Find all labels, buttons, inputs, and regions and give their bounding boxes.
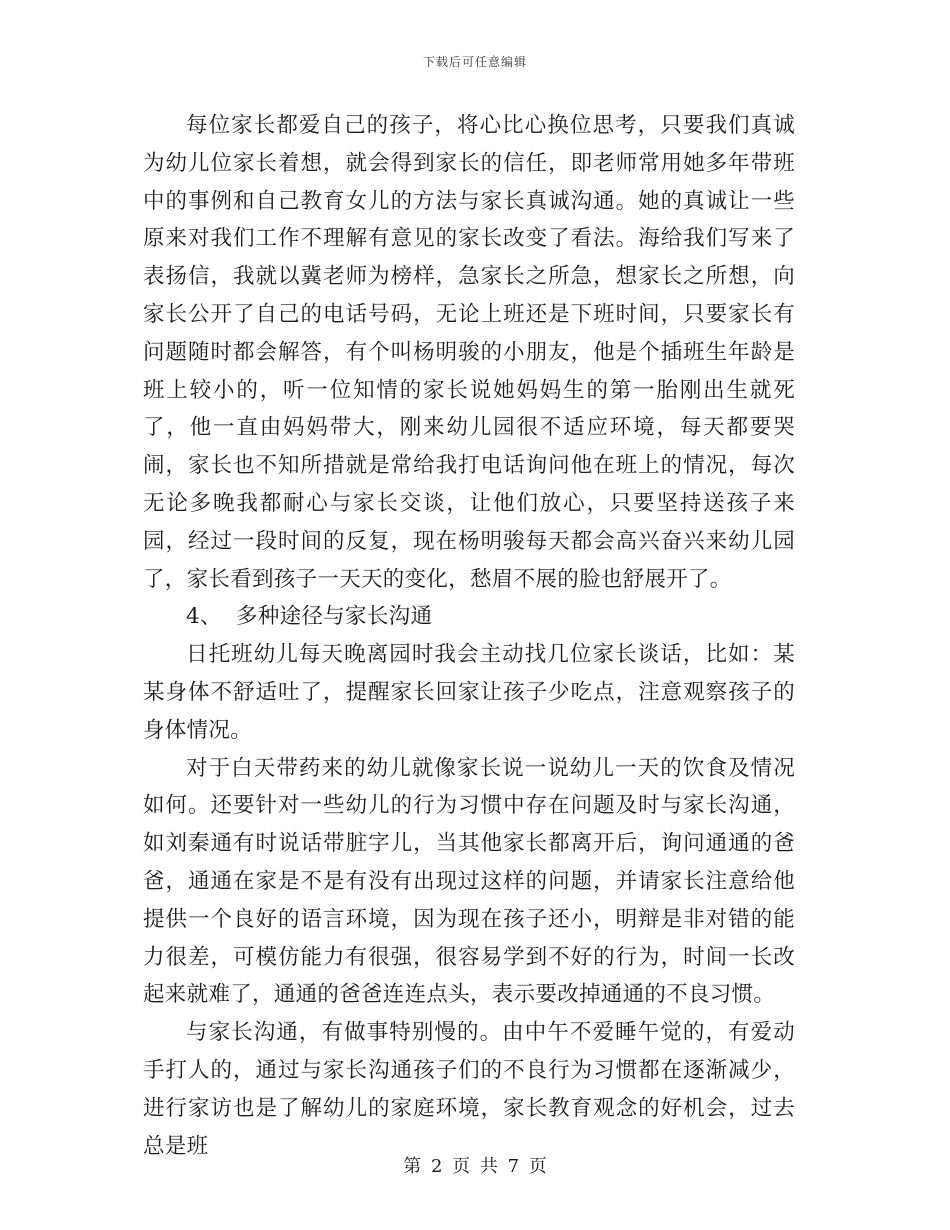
paragraph-home-visits: 与家长沟通，有做事特别慢的。由中午不爱睡午觉的，有爱动手打人的，通过与家长沟通孩子们的不良行为习惯都在逐渐减少，进行家访也是了解幼儿的家庭环境，家长教育观念的好机会，过去总是班 [143,1020,795,1159]
document-body [143,107,795,1165]
page-number-footer: 第 2 页 共 7 页 [403,1156,547,1177]
page-header: 下载后可任意编辑 [422,55,527,69]
paragraph-daily-talks: 日托班幼儿每天晚离园时我会主动找几位家长谈话，比如：某某身体不舒适吐了，提醒家长回家让孩子少吃点，注意观察孩子的身体情况。 [143,642,795,743]
paragraph-parent-trust: 每位家长都爱自己的孩子，将心比心换位思考，只要我们真诚为幼儿位家长着想，就会得到家长的信任，即老师常用她多年带班中的事例和自己教育女儿的方法与家长真诚沟通。她的真诚让一些原来对我们工作不理解有意见的家长改变了看法。海给我们写来了表扬信，我就以冀老师为榜样，急家长之所急，想家长之所想，向家长公开了自己的电话号码，无论上班还是下班时间，只要家长有问题随时都会解答，有个叫杨明骏的小朋友，他是个插班生年龄是班上较小的，听一位知情的家长说她妈妈生的第一胎刚出生就死了，他一直由妈妈带大，刚来幼儿园很不适应环境，每天都要哭闹，家长也不知所措就是常给我打电话询问他在班上的情况，每次无论多晚我都耐心与家长交谈，让他们放心，只要坚持送孩子来园，经过一段时间的反复，现在杨明骏每天都会高兴奋兴来幼儿园了，家长看到孩子一天天的变化，愁眉不展的脸也舒展开了。 [143,113,795,592]
section-heading-communication: 4、 多种途径与家长沟通 [186,604,433,630]
paragraph-medicine-habits: 对于白天带药来的幼儿就像家长说一说幼儿一天的饮食及情况如何。还要针对一些幼儿的行为习惯中存在问题及时与家长沟通，如刘秦通有时说话带脏字儿，当其他家长都离开后，询问通通的爸爸，通通在家是不是有没有出现过这样的问题，并请家长注意给他提供一个良好的语言环境，因为现在孩子还小，明辩是非对错的能力很差，可模仿能力有很强，很容易学到不好的行为，时间一长改起来就难了，通通的爸爸连连点头，表示要改掉通通的不良习惯。 [143,755,795,1008]
